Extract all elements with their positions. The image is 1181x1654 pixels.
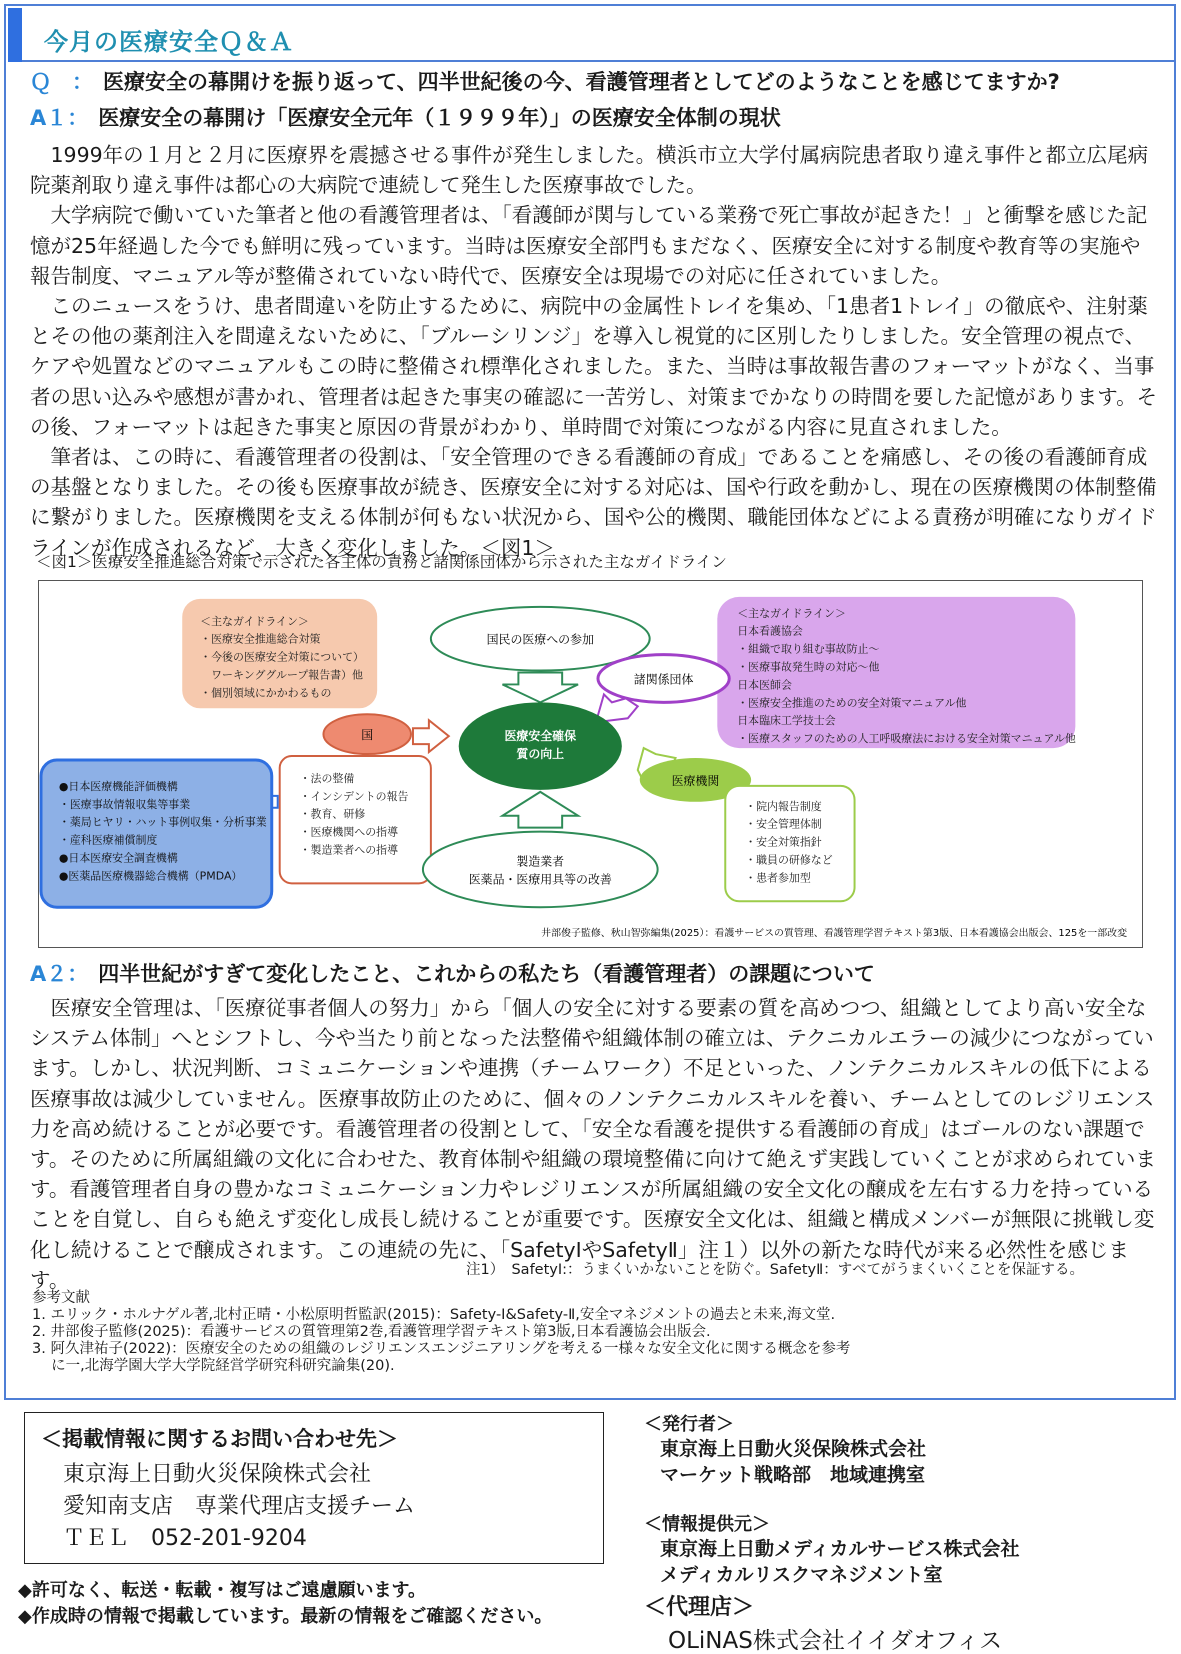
provider-company: 東京海上日動メディカルサービス株式会社: [660, 1538, 1020, 1560]
gov-role-line: ・法の整備: [299, 771, 355, 785]
org-guideline-line: ・医療安全推進のための安全対策マニュアル他: [737, 696, 967, 710]
contact-branch: 愛知南支店 専業代理店支援チーム: [63, 1494, 416, 1519]
manufacturer-label-line2: 医薬品・医療用具等の改善: [468, 872, 612, 887]
reference-item: に一,北海学園大学大学院経営学研究科研究論集(20).: [32, 1358, 395, 1374]
a2-paragraph: 医療安全管理は、「医療従事者個人の努力」から「個人の安全に対する要素の質を高めつつ、組織としてより高い安全なシステム体制」へとシフトし、今や当たり前となった法整備や組織体制の確立は、テクニカルエラーの減少につながっています。しかし、状況判断、コミュニケーションや連携（チームワーク）不足といった、ノンテクニカルスキルの低下による医療事故は減少していません。医療事故防止のために、個々のノンテクニカルスキルを養い、チームとしてのレジリエンス力を高め続けることが必要です。看護管理者の役割として、「安全な看護を提供する看護師の育成」はゴールのない課題です。そのために所属組織の文化に合わせた、教育体制や組織の環境整備に向けて絶えず実践していくことが求められています。看護管理者自身の豊かなコミュニケーション力やレジリエンスが所属組織の安全文化の醸成を左右する力を持っていることを自覚し、自らも絶えず変化し成長し続けることが重要です。医療安全文化は、組織と構成メンバーが無限に挑戦し変化し続けることで醸成されます。この連続の先に、「SafetyⅠやSafetyⅡ」注１）以外の新たな時代が来る必然性を感じます。: [30, 996, 1156, 1292]
agency-line: ●日本医療安全調査機構: [58, 851, 178, 865]
question-text: 医療安全の幕開けを振り返って、四半世紀後の今、看護管理者としてどのようなことを感じてますか?: [103, 70, 1060, 94]
gov-role-line: ・医療機関への指導: [299, 825, 399, 839]
org-guideline-line: 日本臨床工学技士会: [737, 714, 836, 728]
hospital-role-line: ・院内報告制度: [745, 799, 822, 813]
manufacturer-label-line1: 製造業者: [516, 854, 565, 869]
a2-heading-line: [30, 958, 875, 988]
gov-role-line: ・インシデントの報告: [299, 789, 409, 803]
contact-box: [24, 1412, 604, 1564]
org-guideline-line: ・医療事故発生時の対応～他: [737, 660, 880, 674]
a2-tag: A２：: [30, 962, 89, 986]
gov-role-line: ・教育、研修: [299, 807, 366, 821]
figure-caption: ＜図1＞医療安全推進総合対策で示された各主体の責務と諸関係団体から示された主なガイドライン: [36, 553, 727, 571]
figure-source: 井部俊子監修、秋山智弥編集(2025）：看護サービスの質管理、看護管理学習テキスト第3版、日本看護協会出版会、125を一部改変: [541, 928, 1128, 940]
a1-paragraph: 大学病院で働いていた筆者と他の看護管理者は、「看護師が関与している業務で死亡事故が起きた！」と衝撃を感じた記憶が25年経過した今でも鮮明に残っています。当時は医療安全部門もまだなく、医療安全に対する制度や教育等の実施や報告制度、マニュアル等が整備されていない時代で、医療安全は現場での対応に任されていました。: [30, 203, 1148, 288]
agent-label: ＜代理店＞: [644, 1595, 755, 1620]
diagram-svg: [39, 581, 1142, 947]
agency-line: ・産科医療補償制度: [58, 833, 158, 847]
a1-body: [30, 140, 1160, 563]
shokankei-label: 諸関係団体: [633, 672, 694, 687]
a1-heading: 医療安全の幕開け「医療安全元年（１９９９年）」の医療安全体制の現状: [98, 106, 781, 130]
notice-no-reprint: ◆許可なく、転送・転載・複写はご遠慮願います。: [18, 1580, 427, 1601]
a1-heading-line: [30, 102, 781, 132]
figure-diagram: [38, 580, 1143, 948]
participation-label: 国民の医療への参加: [486, 632, 594, 647]
org-guideline-line: ＜主なガイドライン＞: [737, 606, 846, 620]
reference-item: 2. 井部俊子監修(2025)：看護サービスの質管理第2巻,看護管理学習テキスト第3版,日本看護協会出版会.: [32, 1324, 711, 1340]
org-guideline-line: ・医療スタッフのための人工呼吸療法における安全対策マニュアル他: [737, 732, 1076, 746]
agency-line: ●日本医療機能評価機構: [58, 779, 178, 793]
a1-paragraph: 1999年の１月と２月に医療界を震撼させる事件が発生しました。横浜市立大学付属病院患者取り違え事件と都立広尾病院薬剤取り違え事件は都心の大病院で連続して発生した医療事故でした。: [30, 143, 1149, 198]
provider-dept: メディカルリスクマネジメント室: [660, 1564, 943, 1586]
gov-guideline-line: ・医療安全推進総合対策: [200, 632, 321, 646]
org-guideline-line: ・組織で取り組む事故防止～: [737, 642, 880, 656]
agency-line: ・薬局ヒヤリ・ハット事例収集・分析事業: [58, 815, 267, 829]
a1-paragraph: このニュースをうけ、患者間違いを防止するために、病院中の金属性トレイを集め、「1患者1トレイ」の徹底や、注射薬とその他の薬剤注入を間違えないために、「ブルーシリンジ」を導入し視覚的に区別したりしました。安全管理の視点で、ケアや処置などのマニュアルもこの時に整備され標準化されました。また、当時は事故報告書のフォーマットがなく、当事者の思い込みや感想が書かれ、管理者は起きた事実の確認に一苦労し、対策までかなりの時間を要した記憶があります。その後、フォーマットは起きた事実と原因の背景がわかり、単時間で対策につながる内容に見直されました。: [30, 294, 1158, 439]
center-label-line2: 質の向上: [516, 747, 565, 762]
a1-paragraph: 筆者は、この時に、看護管理者の役割は、「安全管理のできる看護師の育成」であることを痛感し、その後の看護師育成の基盤となりました。その後も医療事故が続き、医療安全に対する対応は、国や行政を動かし、現在の医療機関の体制整備に繋がりました。医療機関を支える体制が何もない状況から、国や公的機関、職能団体などによる責務が明確になりガイドラインが作成されるなど、大きく変化しました。＜図1＞: [30, 445, 1157, 560]
safety-footnote: 注1） SafetyⅠ:：うまくいかないことを防ぐ。SafetyⅡ：すべてがうまくいくことを保証する。: [466, 1262, 1084, 1278]
gov-guideline-line: ・個別領域にかかわるもの: [200, 686, 332, 700]
org-guideline-line: 日本看護協会: [737, 624, 803, 638]
provider-block: [644, 1510, 1019, 1588]
gov-role-line: ・製造業者への指導: [299, 843, 399, 857]
gov-guideline-line: ＜主なガイドライン＞: [200, 614, 309, 628]
reference-item: 1. エリック・ホルナゲル著,北村正晴・小松原明哲監訳(2015)：Safety-Ⅰ&Safety-Ⅱ,安全マネジメントの過去と未来,海文堂.: [32, 1307, 836, 1323]
contact-company: 東京海上日動火災保険株式会社: [63, 1462, 372, 1487]
gov-guideline-line: ・今後の医療安全対策について）: [200, 650, 364, 664]
publisher-dept: マーケット戦略部 地域連携室: [660, 1464, 926, 1486]
agency-line: ・医療事故情報収集等事業: [58, 797, 191, 811]
hospital-role-line: ・職員の研修など: [745, 853, 833, 867]
kuni-label: 国: [361, 728, 374, 743]
arrow-participation: [502, 673, 578, 703]
reference-item: 3. 阿久津祐子(2022)：医療安全のための組織のレジリエンスエンジニアリングを考える一様々な安全文化に関する概念を参考: [32, 1341, 851, 1357]
manufacturer-ellipse: [423, 832, 658, 908]
question-line: [30, 66, 1060, 96]
notice-latest-info: ◆作成時の情報で掲載しています。最新の情報をご確認ください。: [18, 1606, 553, 1627]
hospital-role-line: ・安全管理体制: [745, 817, 822, 831]
references-list: [32, 1307, 1152, 1375]
publisher-block: [644, 1410, 926, 1488]
contact-tel: ＴＥＬ 052-201-9204: [63, 1526, 307, 1551]
title-accent-bar: [8, 8, 22, 62]
a1-tag: A１：: [30, 106, 89, 130]
header-bar: [8, 8, 1174, 62]
arrow-manufacturer: [502, 792, 578, 828]
arrow-kuni: [413, 720, 449, 752]
references: [32, 1290, 1152, 1375]
gov-guideline-line: ワーキンググループ報告書）他: [200, 668, 363, 682]
hospital-label: 医療機関: [671, 773, 720, 788]
a2-heading: 四半世紀がすぎて変化したこと、これからの私たち（看護管理者）の課題について: [98, 962, 875, 986]
hospital-role-line: ・患者参加型: [745, 871, 811, 885]
page-title: 今月の医療安全Ｑ＆Ａ: [44, 28, 294, 56]
publisher-label: ＜発行者＞: [644, 1414, 734, 1435]
org-guideline-line: 日本医師会: [737, 678, 792, 692]
hospital-role-line: ・安全対策指針: [745, 835, 822, 849]
question-tag: Ｑ ：: [30, 70, 93, 94]
agent-name: OLiNAS株式会社イイダオフィス: [668, 1628, 1003, 1654]
center-label-line1: 医療安全確保: [504, 729, 577, 744]
publisher-company: 東京海上日動火災保険株式会社: [660, 1438, 927, 1460]
a2-body: [30, 993, 1160, 1295]
references-title: 参考文献: [32, 1290, 90, 1306]
agency-line: ●医薬品医療機器総合機構（PMDA）: [58, 869, 243, 883]
provider-label: ＜情報提供元＞: [644, 1514, 770, 1535]
contact-title: ＜掲載情報に関するお問い合わせ先＞: [41, 1427, 398, 1451]
